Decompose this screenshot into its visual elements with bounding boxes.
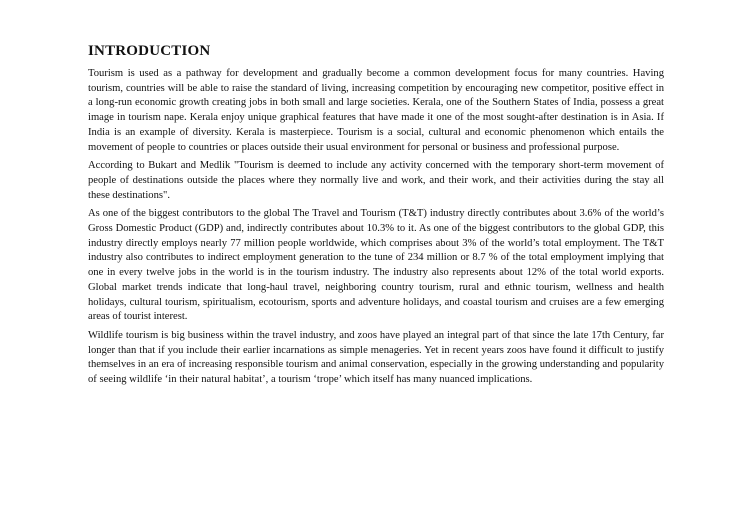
document-page: [88, 42, 664, 392]
paragraph-industry-contribution: As one of the biggest contributors to the global The Travel and Tourism (T&T) industry directly contributes about 3.6% of the world’s Gross Domestic Product (GDP) and, indirectly contributes about 10.3% to it. As one of the biggest contributors to the global GDP, this industry directly employs nearly 77 million people worldwide, which comprises about 3% of the world’s total employment. The T&T industry also contributes to indirect employment generation to the tune of 234 million or 8.7 % of the total employment implying that one in every twelve jobs in the world is in the tourism industry. The industry also represents about 12% of the total world exports. Global market trends indicate that long-haul travel, neighboring country tourism, rural and ethnic tourism, wellness and health holidays, cultural tourism, spiritualism, ecotourism, sports and adventure holidays, and coastal tourism and cruises are a few emerging areas of tourist interest.: [88, 208, 664, 323]
paragraph-tourism-overview: Tourism is used as a pathway for development and gradually become a common development focus for many countries. Having tourism, countries will be able to raise the standard of living, increasing competition by encouraging new competitor, positive effect in a long-run economic growth creating jobs in both small and large societies. Kerala, one of the Southern States of India, possess a great image in tourism nape. Kerala enjoy unique graphical features that have made it one of the most sought-after destination is in Asia. If India is an example of diversity. Kerala is masterpiece. Tourism is a social, cultural and economic phenomenon which entails the movement of people to countries or places outside their usual environment for personal or business and professional purpose.: [88, 68, 664, 153]
page-title: INTRODUCTION: [88, 43, 211, 59]
paragraph-wildlife-tourism: Wildlife tourism is big business within the travel industry, and zoos have played an integral part of that since the late 17th Century, far longer than that if you include their earlier incarnations as simple menageries. Yet in recent years zoos have found it difficult to justify themselves in an era of increasing responsible tourism and animal conservation, especially in the growing understanding and popularity of seeing wildlife ‘in their natural habitat’, a tourism ‘trope’ which itself has many nuanced implications.: [88, 329, 664, 386]
paragraph-tourism-definition: According to Bukart and Medlik "Tourism is deemed to include any activity concerned with the temporary short-term movement of people of destinations outside the places where they normally live and work, and their work, and their activities during the stay all these destinations".: [88, 160, 664, 201]
